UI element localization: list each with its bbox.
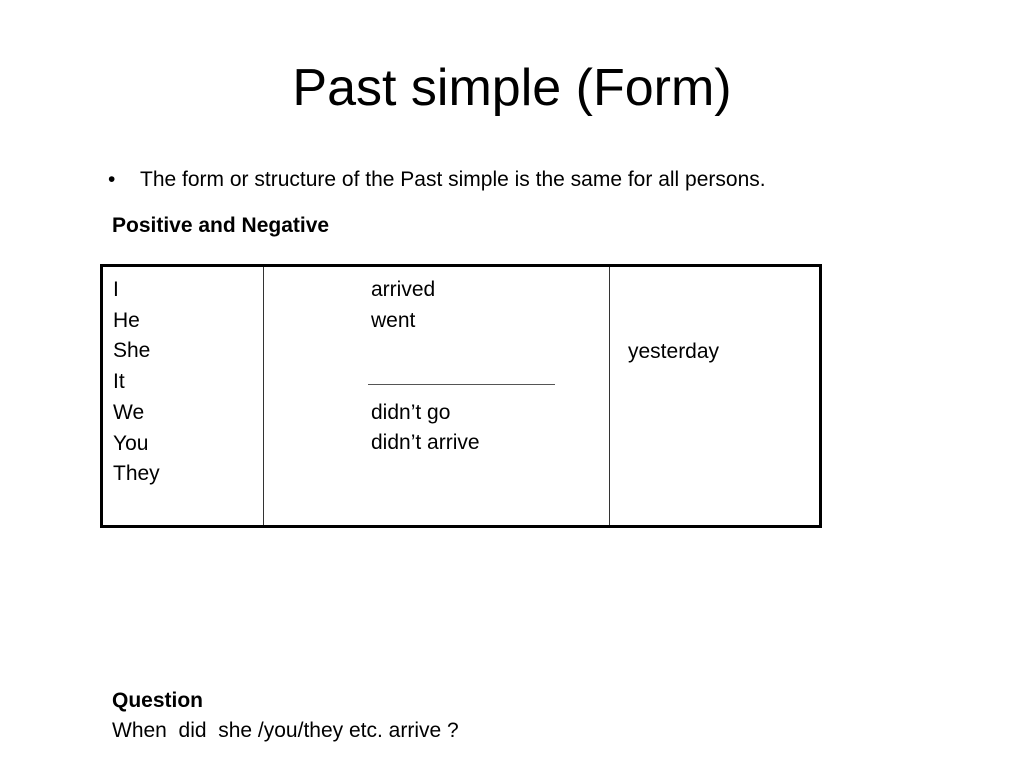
positive-verb: went [371, 308, 416, 332]
question-heading: Question [112, 689, 204, 712]
bullet-text: The form or structure of the Past simple is the same for all persons. [140, 168, 766, 191]
positive-negative-heading: Positive and Negative [112, 214, 330, 237]
pronoun-column [113, 275, 160, 490]
pronoun-item: I [113, 278, 119, 301]
pronoun-item: It [113, 370, 125, 394]
bullet-point [108, 166, 766, 194]
pronoun-item: You [113, 431, 149, 455]
verb-spacer [371, 336, 480, 367]
verb-spacer [371, 367, 480, 398]
pronoun-item: She [113, 339, 151, 363]
pronoun-item: He [113, 308, 140, 332]
form-table [100, 264, 822, 528]
positive-verb: arrived [371, 278, 436, 301]
negative-verb: didn’t go [371, 400, 451, 424]
pronoun-item: They [113, 462, 160, 486]
bullet-marker: • [108, 168, 116, 191]
question-section [112, 686, 459, 746]
question-text: When did she /you/they etc. arrive ? [112, 719, 459, 742]
negative-verb: didn’t arrive [371, 431, 480, 455]
pronoun-item: We [113, 400, 145, 424]
column-divider [609, 267, 610, 525]
slide-title: Past simple (Form) [292, 59, 732, 117]
positive-negative-separator [368, 384, 555, 385]
verb-column [371, 275, 480, 459]
column-divider [263, 267, 264, 525]
time-expression: yesterday [628, 340, 720, 363]
